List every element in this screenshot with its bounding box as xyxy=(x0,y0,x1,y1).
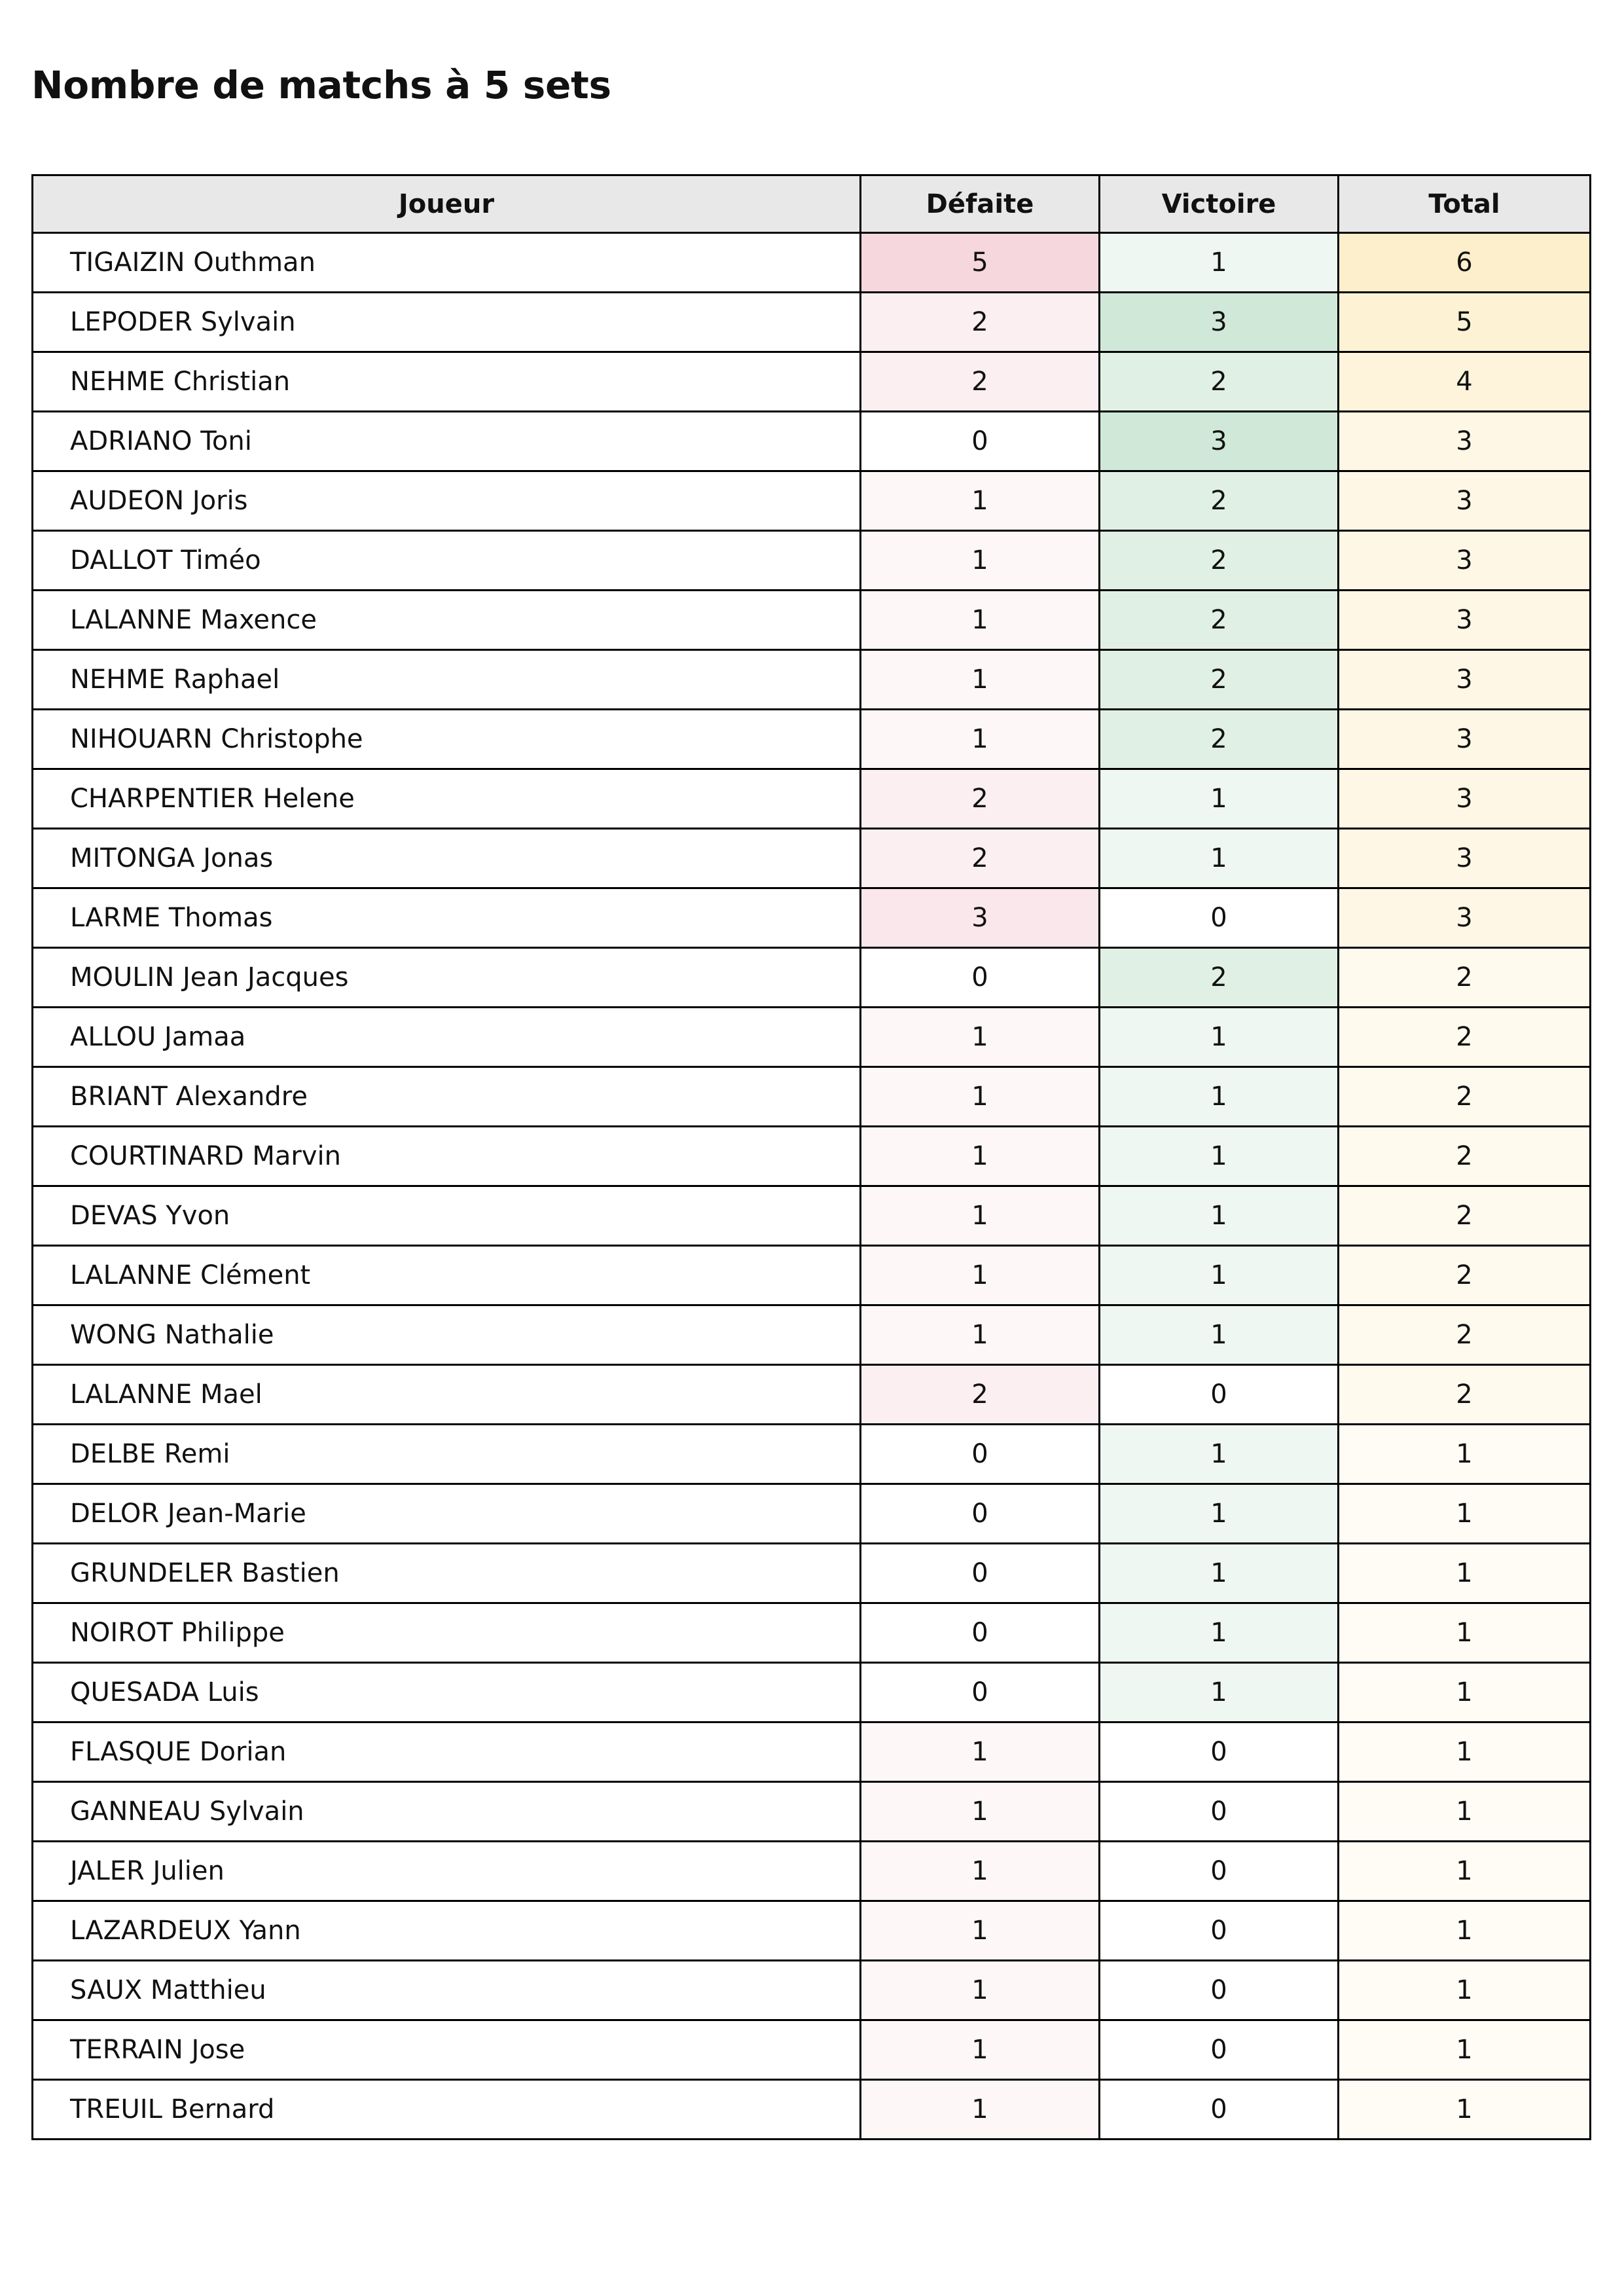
cell-player-name: TERRAIN Jose xyxy=(33,2020,861,2080)
cell-total-count: 1 xyxy=(1339,1961,1591,2020)
cell-total-count: 3 xyxy=(1339,769,1591,829)
cell-total-count: 1 xyxy=(1339,1425,1591,1484)
cell-player-name: DEVAS Yvon xyxy=(33,1186,861,1246)
cell-victory-count: 2 xyxy=(1100,650,1339,710)
table-row[interactable] xyxy=(33,1186,1591,1246)
cell-player-name: NOIROT Philippe xyxy=(33,1603,861,1663)
cell-total-count: 2 xyxy=(1339,948,1591,1008)
cell-victory-count: 2 xyxy=(1100,948,1339,1008)
cell-total-count: 2 xyxy=(1339,1186,1591,1246)
cell-defeat-count: 1 xyxy=(861,1782,1100,1842)
cell-player-name: JALER Julien xyxy=(33,1842,861,1901)
column-header-total[interactable]: Total xyxy=(1339,175,1591,233)
table-row[interactable] xyxy=(33,1663,1591,1722)
cell-total-count: 1 xyxy=(1339,1782,1591,1842)
table-row[interactable] xyxy=(33,293,1591,352)
cell-total-count: 1 xyxy=(1339,1901,1591,1961)
cell-total-count: 1 xyxy=(1339,1722,1591,1782)
table-row[interactable] xyxy=(33,2080,1591,2140)
cell-player-name: LAZARDEUX Yann xyxy=(33,1901,861,1961)
cell-player-name: MITONGA Jonas xyxy=(33,829,861,888)
cell-defeat-count: 1 xyxy=(861,1901,1100,1961)
table-row[interactable] xyxy=(33,1722,1591,1782)
table-row[interactable] xyxy=(33,1782,1591,1842)
column-header-defaite[interactable]: Défaite xyxy=(861,175,1100,233)
cell-defeat-count: 1 xyxy=(861,1842,1100,1901)
cell-player-name: LALANNE Clément xyxy=(33,1246,861,1305)
table-row[interactable] xyxy=(33,1425,1591,1484)
table-header-row xyxy=(33,175,1591,233)
cell-victory-count: 1 xyxy=(1100,1544,1339,1603)
cell-total-count: 3 xyxy=(1339,888,1591,948)
cell-player-name: NIHOUARN Christophe xyxy=(33,710,861,769)
table-row[interactable] xyxy=(33,352,1591,412)
cell-defeat-count: 1 xyxy=(861,531,1100,591)
table-row[interactable] xyxy=(33,1305,1591,1365)
cell-defeat-count: 0 xyxy=(861,1603,1100,1663)
table-row[interactable] xyxy=(33,650,1591,710)
cell-victory-count: 0 xyxy=(1100,2020,1339,2080)
cell-defeat-count: 0 xyxy=(861,948,1100,1008)
cell-player-name: NEHME Christian xyxy=(33,352,861,412)
cell-player-name: NEHME Raphael xyxy=(33,650,861,710)
table-row[interactable] xyxy=(33,1127,1591,1186)
cell-player-name: TREUIL Bernard xyxy=(33,2080,861,2140)
cell-defeat-count: 2 xyxy=(861,829,1100,888)
cell-victory-count: 0 xyxy=(1100,1961,1339,2020)
cell-defeat-count: 3 xyxy=(861,888,1100,948)
table-row[interactable] xyxy=(33,1961,1591,2020)
cell-defeat-count: 1 xyxy=(861,591,1100,650)
table-row[interactable] xyxy=(33,471,1591,531)
cell-victory-count: 1 xyxy=(1100,1305,1339,1365)
cell-player-name: QUESADA Luis xyxy=(33,1663,861,1722)
cell-defeat-count: 1 xyxy=(861,710,1100,769)
cell-total-count: 6 xyxy=(1339,233,1591,293)
cell-total-count: 1 xyxy=(1339,1603,1591,1663)
cell-victory-count: 1 xyxy=(1100,769,1339,829)
cell-victory-count: 0 xyxy=(1100,1365,1339,1425)
cell-defeat-count: 1 xyxy=(861,1008,1100,1067)
cell-player-name: LARME Thomas xyxy=(33,888,861,948)
cell-victory-count: 2 xyxy=(1100,531,1339,591)
cell-total-count: 3 xyxy=(1339,471,1591,531)
cell-victory-count: 2 xyxy=(1100,710,1339,769)
cell-victory-count: 2 xyxy=(1100,352,1339,412)
cell-defeat-count: 0 xyxy=(861,1544,1100,1603)
cell-victory-count: 0 xyxy=(1100,888,1339,948)
cell-defeat-count: 1 xyxy=(861,1305,1100,1365)
table-row[interactable] xyxy=(33,412,1591,471)
cell-total-count: 1 xyxy=(1339,1842,1591,1901)
cell-defeat-count: 1 xyxy=(861,1186,1100,1246)
table-row[interactable] xyxy=(33,948,1591,1008)
cell-victory-count: 0 xyxy=(1100,1722,1339,1782)
cell-total-count: 2 xyxy=(1339,1008,1591,1067)
cell-victory-count: 1 xyxy=(1100,1067,1339,1127)
cell-player-name: DALLOT Timéo xyxy=(33,531,861,591)
page-title: Nombre de matchs à 5 sets xyxy=(31,63,611,107)
cell-total-count: 2 xyxy=(1339,1365,1591,1425)
cell-victory-count: 3 xyxy=(1100,412,1339,471)
cell-defeat-count: 1 xyxy=(861,1067,1100,1127)
cell-victory-count: 2 xyxy=(1100,591,1339,650)
cell-total-count: 3 xyxy=(1339,650,1591,710)
cell-player-name: WONG Nathalie xyxy=(33,1305,861,1365)
cell-player-name: TIGAIZIN Outhman xyxy=(33,233,861,293)
cell-player-name: LALANNE Maxence xyxy=(33,591,861,650)
cell-total-count: 1 xyxy=(1339,1663,1591,1722)
table-body xyxy=(33,233,1591,2140)
table-row[interactable] xyxy=(33,888,1591,948)
cell-player-name: GRUNDELER Bastien xyxy=(33,1544,861,1603)
table-row[interactable] xyxy=(33,233,1591,293)
cell-total-count: 1 xyxy=(1339,2080,1591,2140)
cell-victory-count: 1 xyxy=(1100,1186,1339,1246)
cell-total-count: 2 xyxy=(1339,1305,1591,1365)
cell-defeat-count: 1 xyxy=(861,1961,1100,2020)
cell-defeat-count: 1 xyxy=(861,1722,1100,1782)
cell-victory-count: 1 xyxy=(1100,233,1339,293)
cell-defeat-count: 1 xyxy=(861,2020,1100,2080)
cell-defeat-count: 2 xyxy=(861,1365,1100,1425)
cell-victory-count: 1 xyxy=(1100,1603,1339,1663)
cell-defeat-count: 0 xyxy=(861,412,1100,471)
cell-player-name: ADRIANO Toni xyxy=(33,412,861,471)
table-row[interactable] xyxy=(33,2020,1591,2080)
cell-defeat-count: 0 xyxy=(861,1484,1100,1544)
cell-total-count: 2 xyxy=(1339,1067,1591,1127)
column-header-joueur[interactable]: Joueur xyxy=(33,175,861,233)
cell-victory-count: 1 xyxy=(1100,1127,1339,1186)
cell-defeat-count: 1 xyxy=(861,2080,1100,2140)
cell-total-count: 1 xyxy=(1339,1544,1591,1603)
table-row[interactable] xyxy=(33,1008,1591,1067)
table-row[interactable] xyxy=(33,1842,1591,1901)
cell-player-name: GANNEAU Sylvain xyxy=(33,1782,861,1842)
table-row[interactable] xyxy=(33,769,1591,829)
cell-total-count: 5 xyxy=(1339,293,1591,352)
table-row[interactable] xyxy=(33,710,1591,769)
cell-victory-count: 1 xyxy=(1100,1008,1339,1067)
cell-player-name: LEPODER Sylvain xyxy=(33,293,861,352)
table-header xyxy=(33,175,1591,233)
table-row[interactable] xyxy=(33,591,1591,650)
cell-player-name: COURTINARD Marvin xyxy=(33,1127,861,1186)
cell-defeat-count: 1 xyxy=(861,650,1100,710)
cell-victory-count: 1 xyxy=(1100,1425,1339,1484)
cell-player-name: BRIANT Alexandre xyxy=(33,1067,861,1127)
cell-victory-count: 1 xyxy=(1100,1663,1339,1722)
cell-defeat-count: 2 xyxy=(861,769,1100,829)
cell-defeat-count: 1 xyxy=(861,1246,1100,1305)
cell-total-count: 1 xyxy=(1339,1484,1591,1544)
cell-player-name: FLASQUE Dorian xyxy=(33,1722,861,1782)
cell-total-count: 3 xyxy=(1339,710,1591,769)
cell-total-count: 4 xyxy=(1339,352,1591,412)
cell-total-count: 3 xyxy=(1339,591,1591,650)
table-row[interactable] xyxy=(33,1544,1591,1603)
stats-table-container xyxy=(31,174,1589,2140)
cell-victory-count: 0 xyxy=(1100,1901,1339,1961)
cell-victory-count: 1 xyxy=(1100,1246,1339,1305)
cell-defeat-count: 1 xyxy=(861,471,1100,531)
cell-victory-count: 1 xyxy=(1100,1484,1339,1544)
cell-defeat-count: 5 xyxy=(861,233,1100,293)
cell-defeat-count: 2 xyxy=(861,352,1100,412)
cell-total-count: 2 xyxy=(1339,1127,1591,1186)
cell-player-name: LALANNE Mael xyxy=(33,1365,861,1425)
table-row[interactable] xyxy=(33,1365,1591,1425)
table-row[interactable] xyxy=(33,1484,1591,1544)
column-header-victoire[interactable]: Victoire xyxy=(1100,175,1339,233)
table-row[interactable] xyxy=(33,1901,1591,1961)
table-row[interactable] xyxy=(33,1067,1591,1127)
cell-player-name: DELOR Jean-Marie xyxy=(33,1484,861,1544)
cell-defeat-count: 0 xyxy=(861,1663,1100,1722)
cell-victory-count: 0 xyxy=(1100,1782,1339,1842)
cell-total-count: 3 xyxy=(1339,829,1591,888)
cell-victory-count: 3 xyxy=(1100,293,1339,352)
five-set-matches-table xyxy=(31,174,1591,2140)
table-row[interactable] xyxy=(33,531,1591,591)
cell-player-name: SAUX Matthieu xyxy=(33,1961,861,2020)
cell-total-count: 3 xyxy=(1339,412,1591,471)
cell-defeat-count: 2 xyxy=(861,293,1100,352)
table-row[interactable] xyxy=(33,829,1591,888)
cell-total-count: 3 xyxy=(1339,531,1591,591)
cell-victory-count: 1 xyxy=(1100,829,1339,888)
cell-player-name: DELBE Remi xyxy=(33,1425,861,1484)
cell-defeat-count: 0 xyxy=(861,1425,1100,1484)
cell-player-name: CHARPENTIER Helene xyxy=(33,769,861,829)
cell-victory-count: 0 xyxy=(1100,2080,1339,2140)
cell-victory-count: 0 xyxy=(1100,1842,1339,1901)
cell-player-name: MOULIN Jean Jacques xyxy=(33,948,861,1008)
table-row[interactable] xyxy=(33,1603,1591,1663)
cell-total-count: 2 xyxy=(1339,1246,1591,1305)
table-row[interactable] xyxy=(33,1246,1591,1305)
cell-player-name: AUDEON Joris xyxy=(33,471,861,531)
cell-defeat-count: 1 xyxy=(861,1127,1100,1186)
cell-player-name: ALLOU Jamaa xyxy=(33,1008,861,1067)
cell-total-count: 1 xyxy=(1339,2020,1591,2080)
cell-victory-count: 2 xyxy=(1100,471,1339,531)
